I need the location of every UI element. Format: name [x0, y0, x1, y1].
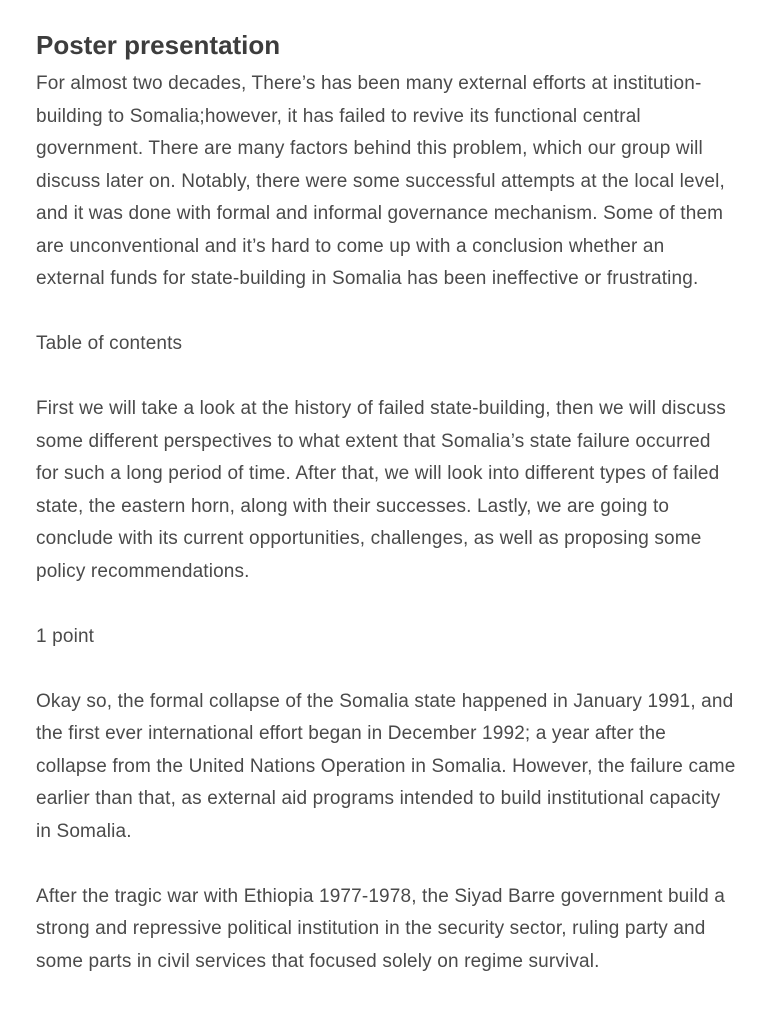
paragraph-overview: First we will take a look at the history of failed state-building, then we will discuss some different perspectives to what extent that Somalia’s state failure occurred for such a long period of time. After that, we will look into different types of failed state, the eastern horn, along with their successes. Lastly, we are going to conclude with its current opportunities, challenges, as well as proposing some policy recommendations. [36, 398, 726, 582]
paragraph-table-of-contents: Table of contents [36, 333, 183, 354]
paragraph-collapse: Okay so, the formal collapse of the Somalia state happened in January 1991, and the first ever international effort began in December 1992; a year after the collapse from the United Nations Operation in Somalia. However, the failure came earlier than that, as external aid programs intended to build institutional capacity in Somalia. [36, 690, 736, 842]
note-title: Poster presentation [36, 30, 281, 60]
note-body[interactable] [36, 28, 736, 978]
paragraph-intro: For almost two decades, There’s has been many external efforts at institution-building to Somalia;however, it has failed to revive its functional central government. There are many factors behind this problem, which our group will discuss later on. Notably, there were some successful attempts at the local level, and it was done with formal and informal governance mechanism. Some of them are unconventional and it’s hard to come up with a conclusion whether an external funds for state-building in Somalia has been ineffective or frustrating. [36, 73, 725, 289]
blank-line [36, 848, 736, 881]
blank-line [36, 588, 736, 621]
blank-line [36, 361, 736, 394]
blank-line [36, 296, 736, 329]
paragraph-point-label: 1 point [36, 625, 95, 647]
blank-line [36, 653, 736, 686]
paragraph-siyad-barre: After the tragic war with Ethiopia 1977-1978, the Siyad Barre government build a strong and repressive political institution in the security sector, ruling party and some parts in civil services that focused solely on regime survival. [36, 885, 725, 972]
